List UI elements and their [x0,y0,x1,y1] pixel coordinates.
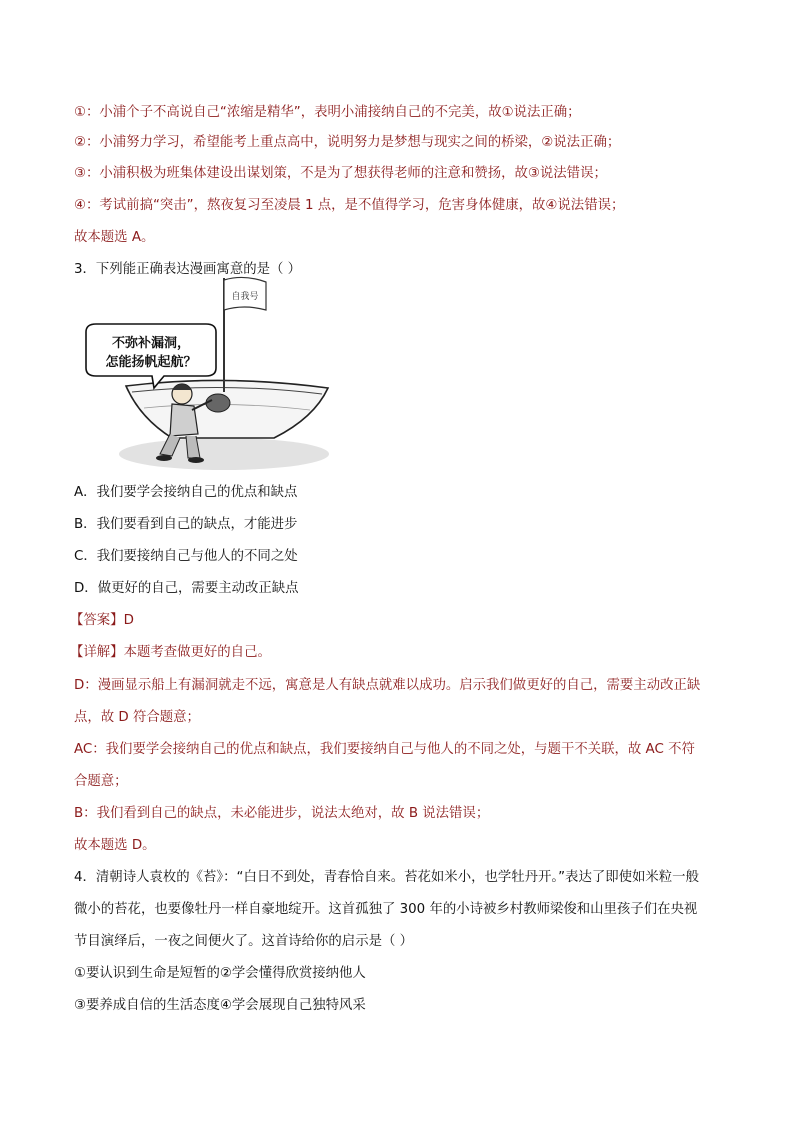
q3-detail [70,644,271,662]
bubble-line-2: 怎能扬帆起航？ [105,355,197,370]
q2-conclusion: 故本题选 A。 [74,230,155,245]
q3-analysis-d-2: 点，故 D 符合题意； [74,710,200,725]
q3-analysis-d-1: D：漫画显示船上有漏洞就走不远，寓意是人有缺点就难以成功。启示我们做更好的自己，需要主动改正缺 [74,678,701,693]
q4-options-line-1: ①要认识到生命是短暂的②学会懂得欣赏接纳他人 [74,966,366,981]
q4-stem-line-1: 4．清朝诗人袁枚的《苔》：“白日不到处，青春恰自来。苔花如米小，也学牡丹开。”表达了即使如米粒一般 [74,870,699,885]
q3-analysis-ac-1: AC：我们要学会接纳自己的优点和缺点，我们要接纳自己与他人的不同之处，与题干不关联，故 AC 不符 [74,742,695,757]
detail-label: 【详解】 [70,645,124,660]
q3-option-d: D．做更好的自己，需要主动改正缺点 [74,581,299,596]
q2-analysis-line-1: ①：小浦个子不高说自己“浓缩是精华”，表明小浦接纳自己的不完美，故①说法正确； [74,105,581,120]
hole-patch-icon [206,394,230,412]
comic-illustration [74,268,330,474]
answer-label: 【答案】 [70,613,124,628]
q3-option-c: C．我们要接纳自己与他人的不同之处 [74,549,298,564]
q3-analysis-b: B：我们看到自己的缺点，未必能进步，说法太绝对，故 B 说法错误； [74,806,490,821]
detail-text: 本题考查做更好的自己。 [123,645,271,660]
q2-analysis-line-4: ④：考试前搞“突击”，熬夜复习至凌晨 1 点，是不值得学习，危害身体健康，故④说法错误； [74,198,625,213]
q2-analysis-line-3: ③：小浦积极为班集体建设出谋划策，不是为了想获得老师的注意和赞扬，故③说法错误； [74,166,607,181]
q3-analysis-ac-2: 合题意； [74,774,128,789]
q3-stem: 3．下列能正确表达漫画寓意的是（ ） [74,262,302,277]
answer-value: D [123,613,134,628]
flag-text: 自我号 [231,292,259,302]
bubble-line-1: 不弥补漏洞， [111,336,191,351]
q4-options-line-2: ③要养成自信的生活态度④学会展现自己独特风采 [74,998,366,1013]
q3-option-b: B．我们要看到自己的缺点，才能进步 [74,517,298,532]
q3-option-a: A．我们要学会接纳自己的优点和缺点 [74,485,298,500]
q3-conclusion: 故本题选 D。 [74,838,156,853]
q4-stem-line-3: 节目演绎后，一夜之间便火了。这首诗给你的启示是（ ） [74,934,414,949]
q4-stem-line-2: 微小的苔花，也要像牡丹一样自豪地绽开。这首孤独了 300 年的小诗被乡村教师梁俊和山里孩子们在央视 [74,902,698,917]
q2-analysis-line-2: ②：小浦努力学习，希望能考上重点高中，说明努力是梦想与现实之间的桥梁，②说法正确； [74,135,621,150]
q3-answer [70,612,134,630]
ground-shadow [119,438,329,470]
